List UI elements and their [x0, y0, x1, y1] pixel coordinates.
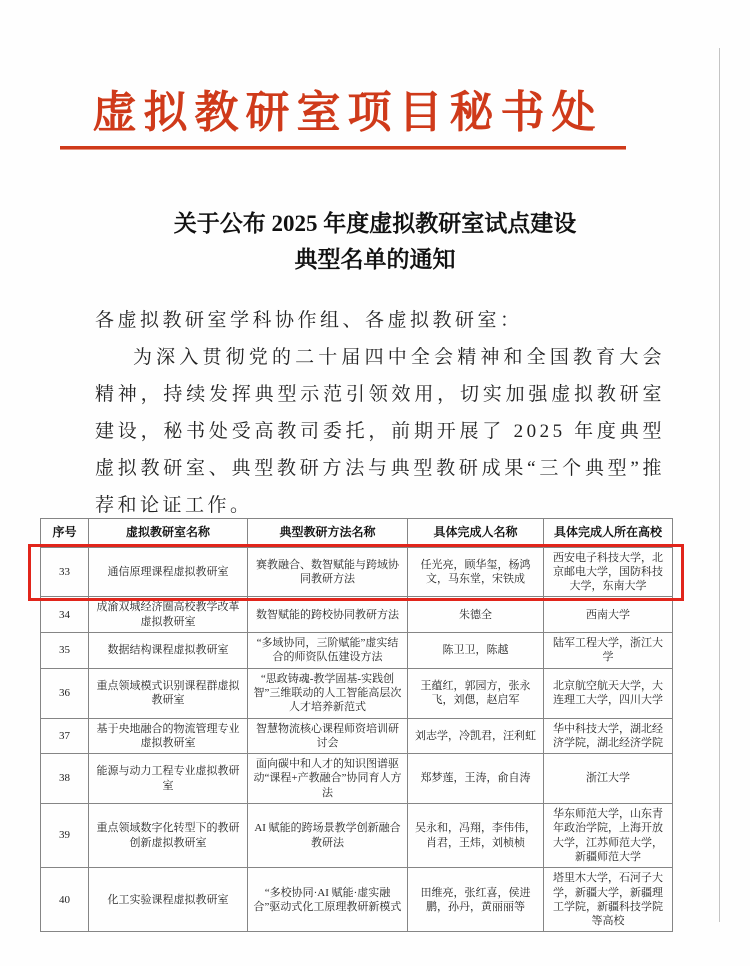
cell-no: 39: [41, 804, 89, 868]
cell-no: 36: [41, 668, 89, 718]
cell-no: 34: [41, 597, 89, 633]
header-cell-name: 虚拟教研室名称: [89, 519, 248, 548]
cell-people: 王蕴红，郭园方，张永飞，刘偲，赵启军: [408, 668, 544, 718]
cell-schools: 西安电子科技大学，北京邮电大学，国防科技大学，东南大学: [544, 547, 673, 597]
cell-people: 任光亮，顾华玺，杨鸿文，马东堂，宋铁成: [408, 547, 544, 597]
doc-title-line-1: 关于公布 2025 年度虚拟教研室试点建设: [173, 211, 577, 236]
letterhead-rule: [60, 146, 626, 150]
cell-schools: 华东师范大学，山东青年政治学院，上海开放大学，江苏师范大学，新疆师范大学: [544, 804, 673, 868]
cell-schools: 华中科技大学，湖北经济学院，湖北经济学院: [544, 718, 673, 754]
cell-method: 智慧物流核心课程师资培训研讨会: [248, 718, 408, 754]
cell-method: “多域协同，三阶赋能”虚实结合的师资队伍建设方法: [248, 633, 408, 669]
header-cell-people: 具体完成人名称: [408, 519, 544, 548]
table-row: [41, 754, 673, 804]
cell-name: 化工实验课程虚拟教研室: [89, 868, 248, 932]
cell-people: 陈卫卫，陈越: [408, 633, 544, 669]
table-row: [41, 633, 673, 669]
body-text: [95, 302, 665, 524]
cell-name: 能源与动力工程专业虚拟教研室: [89, 754, 248, 804]
cell-people: 田维亮，张红喜，侯进鹏，孙丹，黄丽丽等: [408, 868, 544, 932]
doc-title: [10, 206, 740, 278]
cell-no: 40: [41, 868, 89, 932]
cell-name: 成渝双城经济圈高校教学改革虚拟教研室: [89, 597, 248, 633]
cell-method: 面向碳中和人才的知识图谱驱动“课程+产教融合”协同育人方法: [248, 754, 408, 804]
cell-people: 刘志学，冷凯君，汪利虹: [408, 718, 544, 754]
cell-people: 郑梦莲，王涛，俞自涛: [408, 754, 544, 804]
table-row: [41, 597, 673, 633]
cell-method: 数智赋能的跨校协同教研方法: [248, 597, 408, 633]
table-header-row: [41, 519, 673, 548]
cell-schools: 陆军工程大学，浙江大学: [544, 633, 673, 669]
cell-method: “多校协同·AI 赋能·虚实融合”驱动式化工原理教研新模式: [248, 868, 408, 932]
cell-no: 37: [41, 718, 89, 754]
cell-schools: 西南大学: [544, 597, 673, 633]
cell-method: 赛教融合、数智赋能与跨域协同教研方法: [248, 547, 408, 597]
cell-name: 重点领域模式识别课程群虚拟教研室: [89, 668, 248, 718]
table-row-highlighted: [41, 547, 673, 597]
cell-schools: 浙江大学: [544, 754, 673, 804]
table-row: [41, 804, 673, 868]
cell-schools: 塔里木大学，石河子大学，新疆大学，新疆理工学院，新疆科技学院等高校: [544, 868, 673, 932]
cell-people: 吴永和，冯翔，李伟伟，肖君，王炜，刘桢桢: [408, 804, 544, 868]
cell-name: 重点领域数字化转型下的教研创新虚拟教研室: [89, 804, 248, 868]
salutation: 各虚拟教研室学科协作组、各虚拟教研室：: [95, 310, 523, 331]
header-cell-method: 典型教研方法名称: [248, 519, 408, 548]
cell-name: 通信原理课程虚拟教研室: [89, 547, 248, 597]
cell-name: 基于央地融合的物流管理专业虚拟教研室: [89, 718, 248, 754]
cell-method: AI 赋能的跨场景教学创新融合教研法: [248, 804, 408, 868]
doc-title-line-2: 典型名单的通知: [294, 247, 456, 272]
table-row: [41, 718, 673, 754]
letterhead-title: 虚拟教研室项目秘书处: [92, 88, 603, 137]
cell-schools: 北京航空航天大学，大连理工大学，四川大学: [544, 668, 673, 718]
header-cell-schools: 具体完成人所在高校: [544, 519, 673, 548]
scan-edge-line: [719, 48, 720, 922]
table-row: [41, 668, 673, 718]
cell-method: “思政铸魂-教学固基-实践创智”三维联动的人工智能高层次人才培养新范式: [248, 668, 408, 718]
cell-no: 33: [41, 547, 89, 597]
cell-people: 朱德全: [408, 597, 544, 633]
table-row: [41, 868, 673, 932]
cell-no: 35: [41, 633, 89, 669]
body-paragraph: 为深入贯彻党的二十届四中全会精神和全国教育大会精神，持续发挥典型示范引领效用，切实加强虚拟教研室建设，秘书处受高教司委托，前期开展了 2025 年度典型虚拟教研室、典型教研方法与典型教研成果“三个典型”推荐和论证工作。: [95, 347, 665, 516]
cell-no: 38: [41, 754, 89, 804]
typical-list-table: [40, 518, 673, 932]
header-cell-no: 序号: [41, 519, 89, 548]
cell-name: 数据结构课程虚拟教研室: [89, 633, 248, 669]
